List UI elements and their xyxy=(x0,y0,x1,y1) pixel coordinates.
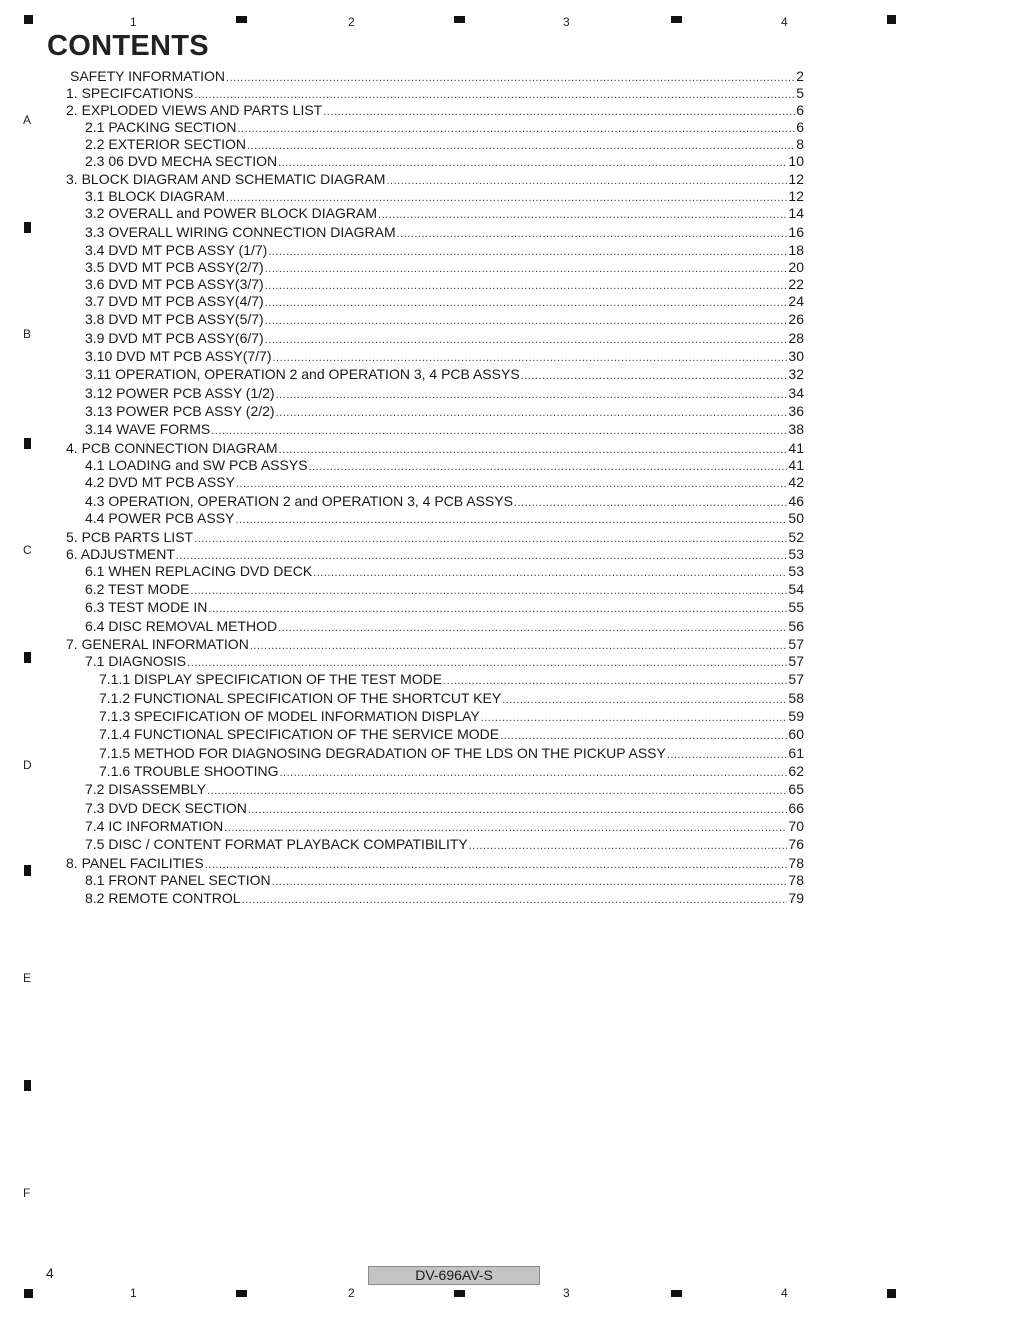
toc-entry-label: 3.14 WAVE FORMS xyxy=(85,421,211,437)
toc-entry[interactable] xyxy=(85,293,804,311)
toc-entry-label: 2.3 06 DVD MECHA SECTION xyxy=(85,153,278,169)
toc-entry[interactable] xyxy=(85,474,804,492)
dot-leader xyxy=(208,601,787,617)
toc-entry-label: 4. PCB CONNECTION DIAGRAM xyxy=(66,440,278,456)
toc-entry[interactable] xyxy=(99,671,804,689)
toc-entry-page: 57 xyxy=(788,671,804,687)
registration-mark xyxy=(887,15,896,24)
toc-entry[interactable] xyxy=(85,205,804,223)
toc-entry-page: 50 xyxy=(788,510,804,526)
dot-leader xyxy=(481,710,788,726)
dot-leader xyxy=(279,765,787,781)
toc-entry-label: 4.1 LOADING and SW PCB ASSYS xyxy=(85,457,308,473)
toc-entry[interactable] xyxy=(85,781,804,799)
registration-mark xyxy=(24,1289,33,1298)
dot-leader xyxy=(469,838,788,854)
toc-entry-page: 78 xyxy=(788,872,804,888)
toc-entry[interactable] xyxy=(85,136,804,154)
toc-entry[interactable] xyxy=(85,457,804,475)
toc-entry[interactable] xyxy=(66,440,804,458)
toc-entry-page: 28 xyxy=(788,330,804,346)
toc-entry-page: 66 xyxy=(788,800,804,816)
toc-entry[interactable] xyxy=(85,224,804,242)
toc-entry-page: 61 xyxy=(788,745,804,761)
toc-entry[interactable] xyxy=(85,348,804,366)
toc-entry-page: 46 xyxy=(788,493,804,509)
toc-entry-page: 5 xyxy=(796,85,804,101)
row-letter: E xyxy=(23,971,32,985)
toc-entry-page: 53 xyxy=(788,546,804,562)
toc-entry-label: 6.4 DISC REMOVAL METHOD xyxy=(85,618,278,634)
row-letter: D xyxy=(23,758,32,772)
model-name-box: DV-696AV-S xyxy=(368,1266,540,1285)
toc-entry-page: 14 xyxy=(788,205,804,221)
toc-entry-label: 7.1.5 METHOD FOR DIAGNOSING DEGRADATION OF THE LDS ON THE PICKUP ASSY xyxy=(99,745,666,761)
registration-mark xyxy=(671,1290,682,1297)
toc-entry-page: 2 xyxy=(796,68,804,84)
dot-leader xyxy=(268,244,787,260)
row-letter: A xyxy=(23,113,32,127)
toc-entry-page: 32 xyxy=(788,366,804,382)
toc-entry[interactable] xyxy=(85,872,804,890)
toc-entry[interactable] xyxy=(85,242,804,260)
toc-entry-label: 7.1.2 FUNCTIONAL SPECIFICATION OF THE SHORTCUT KEY xyxy=(99,690,502,706)
toc-entry-label: 4.3 OPERATION, OPERATION 2 and OPERATION 3, 4 PCB ASSYS xyxy=(85,493,513,509)
toc-entry-page: 12 xyxy=(788,171,804,187)
toc-entry[interactable] xyxy=(85,119,804,137)
toc-entry-page: 57 xyxy=(788,653,804,669)
dot-leader xyxy=(386,173,787,189)
dot-leader xyxy=(207,783,787,799)
toc-entry-label: 7.3 DVD DECK SECTION xyxy=(85,800,247,816)
toc-entry[interactable] xyxy=(85,510,804,528)
dot-leader xyxy=(667,747,788,763)
toc-entry-page: 60 xyxy=(788,726,804,742)
dot-leader xyxy=(247,138,795,154)
toc-entry-page: 8 xyxy=(796,136,804,152)
toc-entry-label: 2.2 EXTERIOR SECTION xyxy=(85,136,247,152)
dot-leader xyxy=(265,332,788,348)
toc-entry-label: 4.2 DVD MT PCB ASSY xyxy=(85,474,235,490)
dot-leader xyxy=(309,459,788,475)
toc-entry[interactable] xyxy=(85,800,804,818)
registration-mark xyxy=(24,222,31,233)
dot-leader xyxy=(224,820,787,836)
registration-mark xyxy=(887,1289,896,1298)
toc-entry[interactable] xyxy=(99,763,804,781)
dot-leader xyxy=(242,892,788,908)
dot-leader xyxy=(211,423,787,439)
dot-leader xyxy=(276,405,788,421)
toc-entry[interactable] xyxy=(85,581,804,599)
toc-entry[interactable] xyxy=(85,653,804,671)
toc-entry-label: 7.4 IC INFORMATION xyxy=(85,818,224,834)
registration-mark xyxy=(454,16,465,23)
toc-entry-label: 3.2 OVERALL and POWER BLOCK DIAGRAM xyxy=(85,205,378,221)
toc-entry-label: 3.5 DVD MT PCB ASSY(2/7) xyxy=(85,259,264,275)
toc-entry[interactable] xyxy=(66,529,804,547)
toc-entry-page: 42 xyxy=(788,474,804,490)
dot-leader xyxy=(276,387,788,403)
toc-entry-page: 22 xyxy=(788,276,804,292)
toc-entry[interactable] xyxy=(85,493,804,511)
toc-entry-page: 65 xyxy=(788,781,804,797)
toc-entry-page: 16 xyxy=(788,224,804,240)
toc-entry-label: 6.3 TEST MODE IN xyxy=(85,599,208,615)
toc-entry-page: 58 xyxy=(788,690,804,706)
toc-entry[interactable] xyxy=(66,855,804,873)
page-number: 4 xyxy=(46,1265,54,1281)
toc-entry-page: 30 xyxy=(788,348,804,364)
row-letter: B xyxy=(23,327,32,341)
toc-entry-page: 54 xyxy=(788,581,804,597)
toc-entry-page: 62 xyxy=(788,763,804,779)
toc-entry-label: 3. BLOCK DIAGRAM AND SCHEMATIC DIAGRAM xyxy=(66,171,386,187)
toc-entry-label: 1. SPECIFCATIONS xyxy=(66,85,194,101)
column-number: 2 xyxy=(348,1286,355,1300)
toc-entry-label: 5. PCB PARTS LIST xyxy=(66,529,194,545)
toc-entry[interactable] xyxy=(99,726,804,744)
toc-entry-label: 3.7 DVD MT PCB ASSY(4/7) xyxy=(85,293,264,309)
dot-leader xyxy=(237,121,795,137)
dot-leader xyxy=(226,70,795,86)
toc-entry-label: 8.2 REMOTE CONTROL xyxy=(85,890,241,906)
toc-entry[interactable] xyxy=(85,818,804,836)
column-number: 2 xyxy=(348,15,355,29)
toc-entry[interactable] xyxy=(85,330,804,348)
dot-leader xyxy=(323,104,795,120)
toc-entry-label: 3.3 OVERALL WIRING CONNECTION DIAGRAM xyxy=(85,224,396,240)
dot-leader xyxy=(278,155,787,171)
toc-entry[interactable] xyxy=(85,311,804,329)
toc-entry-page: 76 xyxy=(788,836,804,852)
toc-entry-label: 7.1.3 SPECIFICATION OF MODEL INFORMATION DISPLAY xyxy=(99,708,480,724)
toc-entry[interactable] xyxy=(99,708,804,726)
toc-entry-label: 3.9 DVD MT PCB ASSY(6/7) xyxy=(85,330,264,346)
registration-mark xyxy=(24,15,33,24)
registration-mark xyxy=(671,16,682,23)
column-number: 1 xyxy=(130,1286,137,1300)
toc-entry-label: 3.4 DVD MT PCB ASSY (1/7) xyxy=(85,242,268,258)
toc-entry[interactable] xyxy=(66,546,804,564)
toc-entry-page: 79 xyxy=(788,890,804,906)
toc-entry[interactable] xyxy=(85,421,804,439)
toc-entry-page: 78 xyxy=(788,855,804,871)
column-number: 1 xyxy=(130,15,137,29)
registration-mark xyxy=(236,16,247,23)
toc-entry[interactable] xyxy=(99,745,804,763)
toc-entry-page: 24 xyxy=(788,293,804,309)
toc-entry-label: 2.1 PACKING SECTION xyxy=(85,119,237,135)
toc-entry[interactable] xyxy=(85,890,804,908)
dot-leader xyxy=(272,350,787,366)
dot-leader xyxy=(265,295,788,311)
toc-entry-page: 26 xyxy=(788,311,804,327)
registration-mark xyxy=(24,865,31,876)
dot-leader xyxy=(265,278,788,294)
toc-entry-label: 7.2 DISASSEMBLY xyxy=(85,781,207,797)
toc-entry-label: 7.1 DIAGNOSIS xyxy=(85,653,187,669)
dot-leader xyxy=(514,495,788,511)
dot-leader xyxy=(313,565,787,581)
toc-entry-label: 4.4 POWER PCB ASSY xyxy=(85,510,235,526)
toc-entry[interactable] xyxy=(85,563,804,581)
toc-entry-label: 6. ADJUSTMENT xyxy=(66,546,175,562)
registration-mark xyxy=(24,438,31,449)
toc-entry-page: 36 xyxy=(788,403,804,419)
registration-mark xyxy=(236,1290,247,1297)
toc-entry-page: 53 xyxy=(788,563,804,579)
toc-entry-label: 8. PANEL FACILITIES xyxy=(66,855,204,871)
dot-leader xyxy=(205,857,788,873)
toc-entry-page: 59 xyxy=(788,708,804,724)
dot-leader xyxy=(265,313,788,329)
registration-mark xyxy=(454,1290,465,1297)
toc-entry-page: 20 xyxy=(788,259,804,275)
toc-entry-page: 41 xyxy=(788,440,804,456)
toc-entry-label: 3.8 DVD MT PCB ASSY(5/7) xyxy=(85,311,264,327)
dot-leader xyxy=(278,620,787,636)
toc-entry[interactable] xyxy=(85,403,804,421)
column-number: 4 xyxy=(781,1286,788,1300)
toc-entry-page: 55 xyxy=(788,599,804,615)
toc-entry-page: 57 xyxy=(788,636,804,652)
toc-entry[interactable] xyxy=(85,259,804,277)
registration-mark xyxy=(24,1080,31,1091)
toc-entry[interactable] xyxy=(66,636,804,654)
toc-entry-page: 70 xyxy=(788,818,804,834)
dot-leader xyxy=(176,548,788,564)
toc-entry-label: 6.1 WHEN REPLACING DVD DECK xyxy=(85,563,313,579)
dot-leader xyxy=(236,476,788,492)
toc-entry-page: 6 xyxy=(796,102,804,118)
toc-entry-page: 41 xyxy=(788,457,804,473)
toc-entry[interactable] xyxy=(66,102,804,120)
toc-entry[interactable] xyxy=(85,836,804,854)
dot-leader xyxy=(235,512,787,528)
toc-entry[interactable] xyxy=(85,366,804,384)
toc-entry-page: 38 xyxy=(788,421,804,437)
dot-leader xyxy=(265,261,788,277)
dot-leader xyxy=(500,728,787,744)
column-number: 3 xyxy=(563,1286,570,1300)
toc-entry-label: 6.2 TEST MODE xyxy=(85,581,190,597)
toc-entry[interactable] xyxy=(85,153,804,171)
row-letter: C xyxy=(23,543,32,557)
dot-leader xyxy=(397,226,788,242)
dot-leader xyxy=(226,190,787,206)
column-number: 4 xyxy=(781,15,788,29)
toc-entry-label: 3.13 POWER PCB ASSY (2/2) xyxy=(85,403,275,419)
toc-entry-page: 18 xyxy=(788,242,804,258)
toc-entry[interactable] xyxy=(66,85,804,103)
dot-leader xyxy=(378,207,787,223)
toc-entry[interactable] xyxy=(85,276,804,294)
toc-entry[interactable] xyxy=(85,599,804,617)
dot-leader xyxy=(194,531,787,547)
toc-entry-page: 34 xyxy=(788,385,804,401)
toc-entry-page: 6 xyxy=(796,119,804,135)
toc-entry-label: 7.1.6 TROUBLE SHOOTING xyxy=(99,763,279,779)
toc-entry[interactable] xyxy=(85,188,804,206)
dot-leader xyxy=(187,655,787,671)
toc-entry-label: 7. GENERAL INFORMATION xyxy=(66,636,249,652)
toc-entry-label: SAFETY INFORMATION xyxy=(70,68,226,84)
dot-leader xyxy=(194,87,795,103)
toc-entry[interactable] xyxy=(99,690,804,708)
toc-entry-label: 3.6 DVD MT PCB ASSY(3/7) xyxy=(85,276,264,292)
row-letter: F xyxy=(23,1186,31,1200)
toc-entry-label: 8.1 FRONT PANEL SECTION xyxy=(85,872,271,888)
dot-leader xyxy=(502,692,787,708)
dot-leader xyxy=(443,673,787,689)
toc-entry-label: 3.1 BLOCK DIAGRAM xyxy=(85,188,226,204)
dot-leader xyxy=(248,802,788,818)
column-number: 3 xyxy=(563,15,570,29)
page-title: CONTENTS xyxy=(47,30,209,62)
toc-entry-page: 10 xyxy=(788,153,804,169)
toc-entry-label: 3.11 OPERATION, OPERATION 2 and OPERATION 3, 4 PCB ASSYS xyxy=(85,366,520,382)
toc-entry-label: 7.1.1 DISPLAY SPECIFICATION OF THE TEST MODE xyxy=(99,671,443,687)
dot-leader xyxy=(272,874,788,890)
toc-entry-label: 2. EXPLODED VIEWS AND PARTS LIST xyxy=(66,102,323,118)
dot-leader xyxy=(521,368,788,384)
toc-entry[interactable] xyxy=(70,68,804,86)
toc-entry-page: 12 xyxy=(788,188,804,204)
toc-entry-page: 56 xyxy=(788,618,804,634)
dot-leader xyxy=(250,638,788,654)
dot-leader xyxy=(191,583,788,599)
toc-entry-label: 3.12 POWER PCB ASSY (1/2) xyxy=(85,385,275,401)
toc-entry-page: 52 xyxy=(788,529,804,545)
toc-entry-label: 7.5 DISC / CONTENT FORMAT PLAYBACK COMPATIBILITY xyxy=(85,836,468,852)
toc-entry-label: 3.10 DVD MT PCB ASSY(7/7) xyxy=(85,348,272,364)
toc-entry[interactable] xyxy=(85,385,804,403)
toc-entry[interactable] xyxy=(66,171,804,189)
toc-entry[interactable] xyxy=(85,618,804,636)
dot-leader xyxy=(279,442,788,458)
registration-mark xyxy=(24,652,31,663)
toc-entry-label: 7.1.4 FUNCTIONAL SPECIFICATION OF THE SERVICE MODE xyxy=(99,726,500,742)
